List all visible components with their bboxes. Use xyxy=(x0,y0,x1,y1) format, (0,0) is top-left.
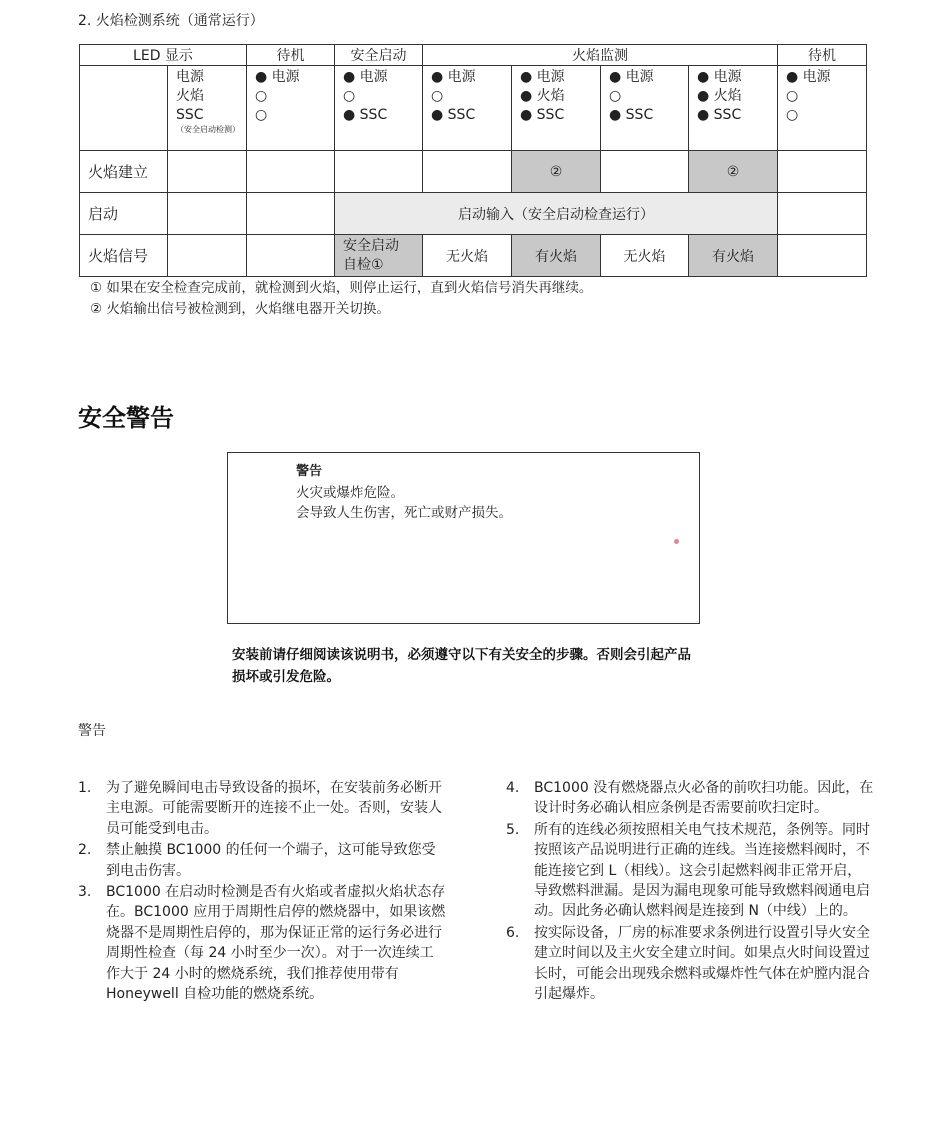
no-flame-cell: 无火焰 xyxy=(601,235,689,277)
row-label-flame-signal: 火焰信号 xyxy=(80,235,168,277)
header-flame-monitor: 火焰监测 xyxy=(423,45,778,66)
led-row-label xyxy=(80,66,168,151)
warning-box xyxy=(227,452,700,624)
row-label-flame-established: 火焰建立 xyxy=(80,151,168,193)
warning-list-right xyxy=(506,778,874,1005)
flame-established-mark: ② xyxy=(512,151,601,193)
warning-label: 警告 xyxy=(78,723,106,739)
legend-power: 电源 xyxy=(176,69,204,85)
list-item: 2. 禁止触摸 BC1000 的任何一个端子，这可能导致您受到电击伤害。 xyxy=(78,842,436,879)
led-state-5: ● 电源 ○ ● SSC xyxy=(601,66,689,151)
flame-established-mark: ② xyxy=(689,151,778,193)
row-label-startup: 启动 xyxy=(80,193,168,235)
led-state-3: ● 电源 ○ ● SSC xyxy=(423,66,512,151)
flame-detection-table xyxy=(79,44,867,277)
note-2: ② 火焰输出信号被检测到，火焰继电器开关切换。 xyxy=(90,301,390,317)
legend-ssc-note: （安全启动检测） xyxy=(176,125,240,134)
warning-box-line-2: 会导致人生伤害，死亡或财产损失。 xyxy=(296,505,512,521)
legend-ssc: SSC xyxy=(176,107,204,123)
note-1: ① 如果在安全检查完成前，就检测到火焰，则停止运行，直到火焰信号消失再继续。 xyxy=(90,280,593,296)
list-item: 3. BC1000 在启动时检测是否有火焰或者虚拟火焰状态存在。BC1000 应用于周期性启停的燃烧器中，如果该燃烧器不是周期性启停的，那为保证正常的运行务必进行周期性检查（每 24 小时至少一次）。对于一次连续工作大于 24 小时的燃烧系统，我们推荐使用带有 Honeywell 自检功能的燃烧系统。 xyxy=(78,884,446,1003)
led-state-1: ● 电源 ○ ○ xyxy=(247,66,335,151)
list-item: 5. 所有的连线必须按照相关电气技术规范，条例等。同时按照该产品说明进行正确的连线。当连接燃料阀时，不能连接它到 L（相线）。这会引起燃料阀非正常开启，导致燃料泄漏。是因为漏电现象可能导致燃料阀通电启动。因此务必确认燃料阀是连接到 N（中线）上的。 xyxy=(506,821,870,920)
led-state-4: ● 电源 ● 火焰 ● SSC xyxy=(512,66,601,151)
header-standby-1: 待机 xyxy=(247,45,335,66)
warning-box-line-1: 火灾或爆炸危险。 xyxy=(296,485,404,501)
header-led: LED 显示 xyxy=(80,45,247,66)
led-state-7: ● 电源 ○ ○ xyxy=(778,66,867,151)
no-flame-cell: 无火焰 xyxy=(423,235,512,277)
warning-list-left xyxy=(78,778,446,1005)
table-notes xyxy=(90,278,592,320)
print-speck xyxy=(674,539,679,544)
has-flame-cell: 有火焰 xyxy=(689,235,778,277)
warning-box-title: 警告 xyxy=(296,464,323,479)
list-item: 6. 按实际设备，厂房的标准要求条例进行设置引导火安全建立时间以及主火安全建立时间。如果点火时间设置过长时，可能会出现残余燃料或爆炸性气体在炉膛内混合引起爆炸。 xyxy=(506,924,870,1003)
header-safety-start: 安全启动 xyxy=(335,45,423,66)
led-state-2: ● 电源 ○ ● SSC xyxy=(335,66,423,151)
led-state-6: ● 电源 ● 火焰 ● SSC xyxy=(689,66,778,151)
has-flame-cell: 有火焰 xyxy=(512,235,601,277)
safety-warning-heading: 安全警告 xyxy=(78,404,174,432)
led-legend xyxy=(168,66,247,151)
legend-flame: 火焰 xyxy=(176,88,204,104)
install-notice: 安装前请仔细阅读该说明书，必须遵守以下有关安全的步骤。否则会引起产品损坏或引发危险。 xyxy=(232,647,691,685)
list-item: 4. BC1000 没有燃烧器点火必备的前吹扫功能。因此，在设计时务必确认相应条例是否需要前吹扫定时。 xyxy=(506,780,874,817)
startup-input-cell: 启动输入（安全启动检查运行） xyxy=(335,193,778,235)
header-standby-2: 待机 xyxy=(778,45,867,66)
list-item: 1. 为了避免瞬间电击导致设备的损坏，在安装前务必断开主电源。可能需要断开的连接不止一处。否则，安装人员可能受到电击。 xyxy=(78,780,442,837)
section-heading: 2. 火焰检测系统（通常运行） xyxy=(78,13,264,29)
self-check-cell: 安全启动 自检① xyxy=(335,235,423,277)
